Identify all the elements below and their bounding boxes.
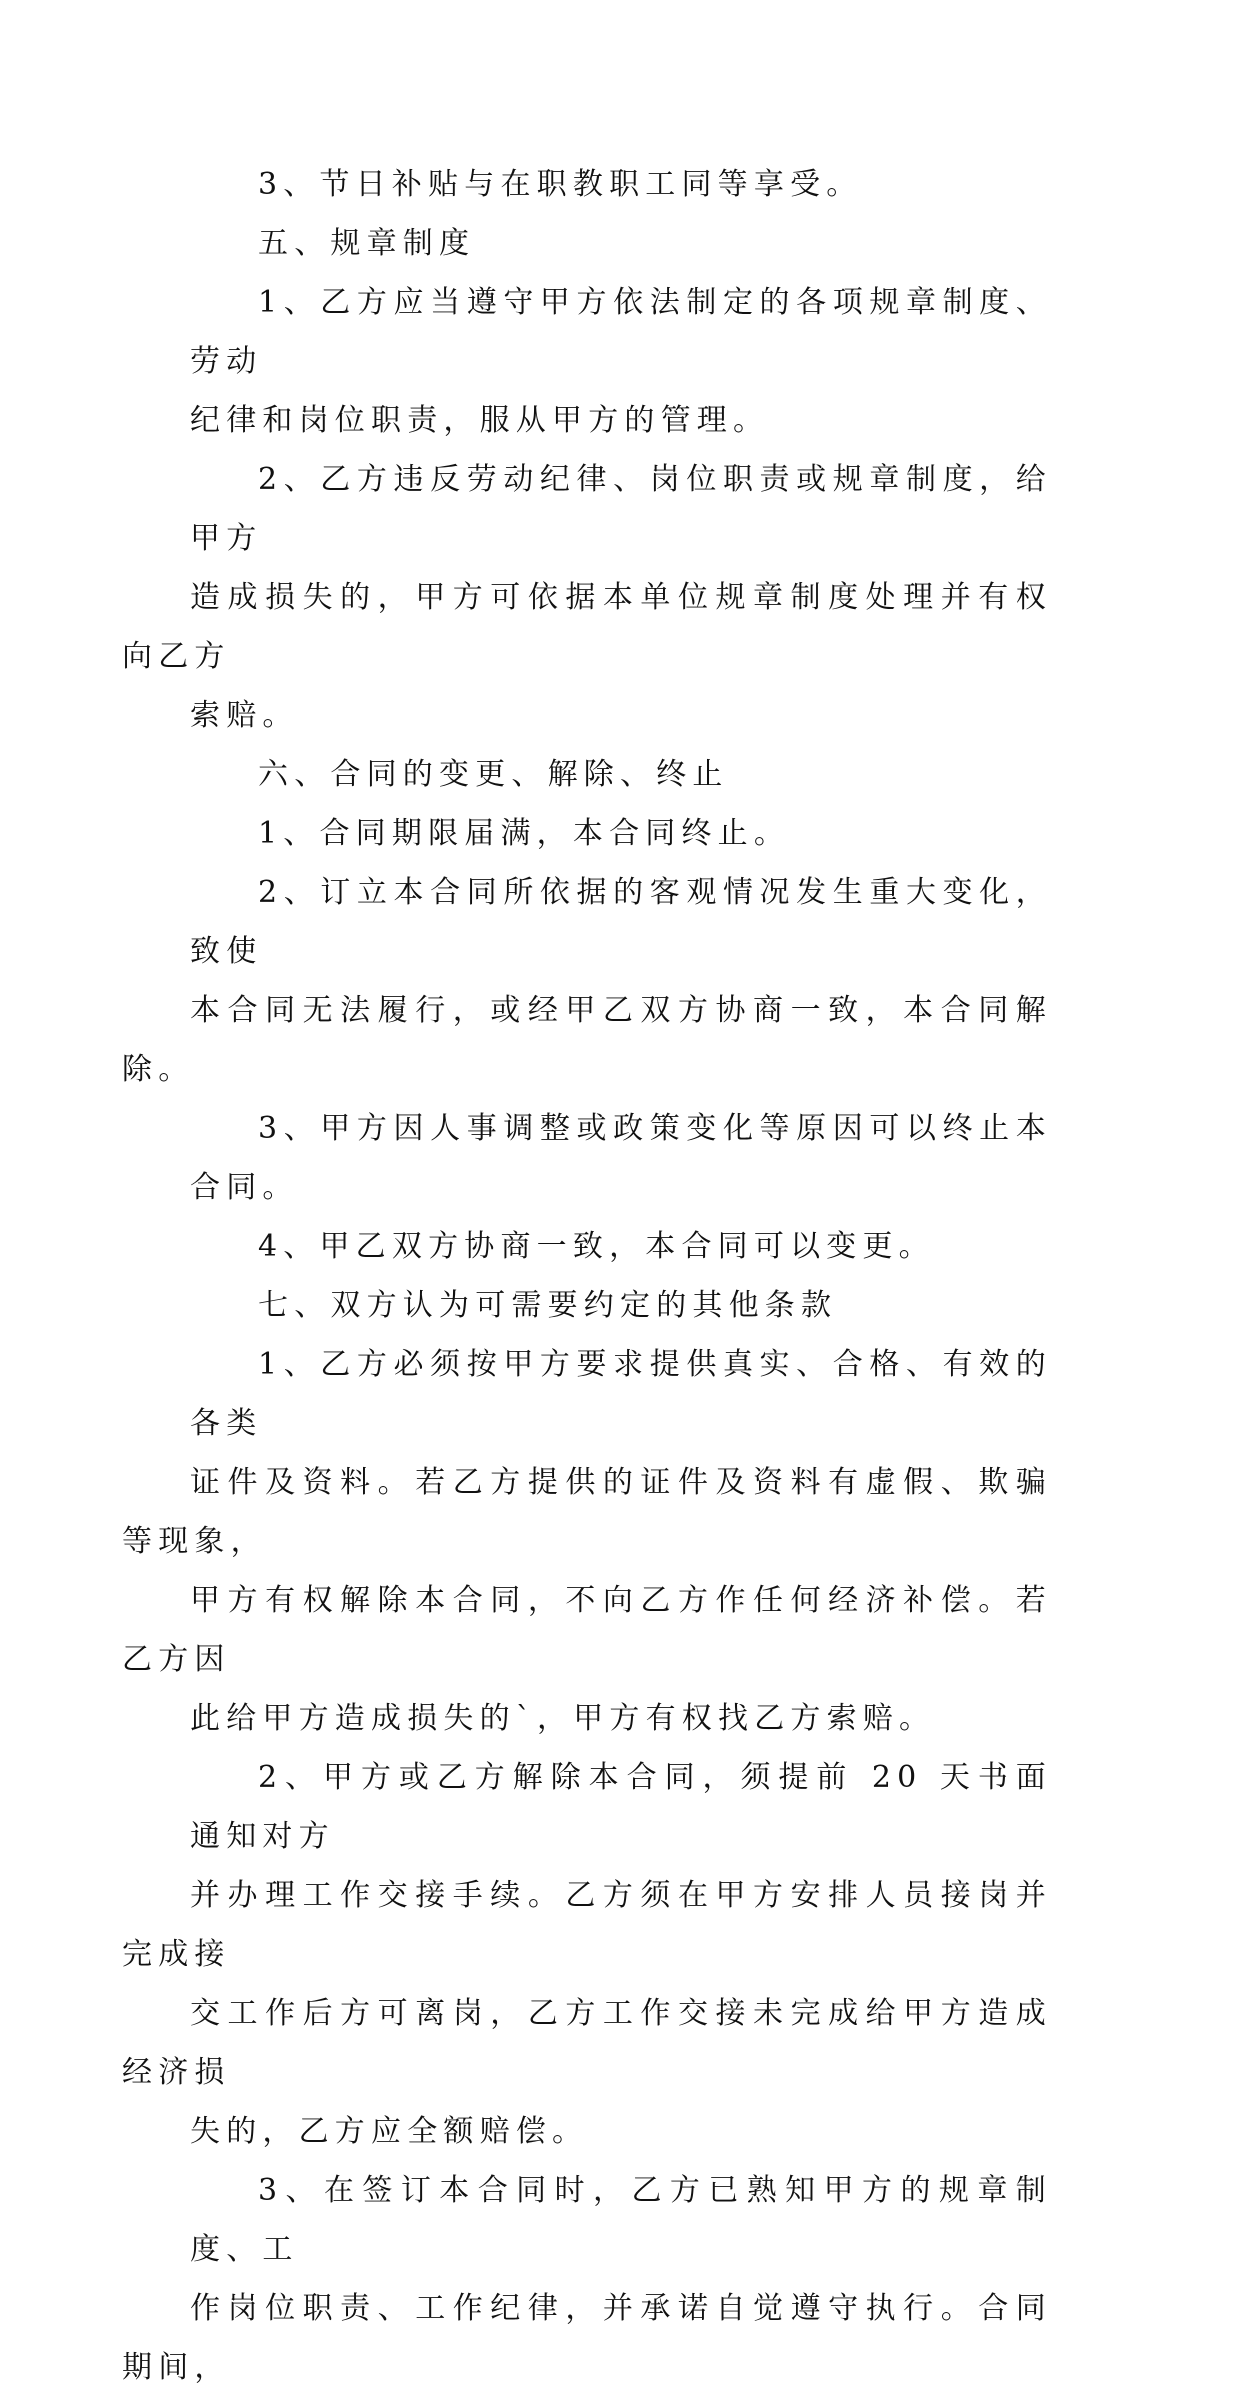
section-heading-rules	[190, 214, 1052, 273]
paragraph-change-4	[190, 1217, 1052, 1276]
paragraph-change-3	[190, 1099, 1052, 1217]
contract-body	[122, 155, 1052, 2397]
text-line: 4、甲乙双方协商一致，本合同可以变更。	[258, 1229, 935, 1264]
text-line: 3、节日补贴与在职教职工同等享受。	[258, 167, 863, 202]
text-line: 1、乙方必须按甲方要求提供真实、合格、有效的各类	[190, 1347, 1052, 1441]
text-line: 造成损失的，甲方可依据本单位规章制度处理并有权向乙方	[122, 580, 1052, 674]
paragraph-holiday-subsidy	[190, 155, 1052, 214]
paragraph-other-3	[122, 2161, 1052, 2397]
section-heading: 六、合同的变更、解除、终止	[258, 757, 729, 792]
text-line: 3、在签订本合同时，乙方已熟知甲方的规章制度、工	[190, 2173, 1052, 2267]
paragraph-rules-2	[122, 450, 1052, 745]
text-line: 作岗位职责、工作纪律，并承诺自觉遵守执行。合同期间，	[122, 2291, 1052, 2385]
text-line: 1、合同期限届满，本合同终止。	[258, 816, 791, 851]
text-line: 1、乙方应当遵守甲方依法制定的各项规章制度、劳动	[190, 285, 1052, 379]
text-line: 失的，乙方应全额赔偿。	[190, 2114, 589, 2149]
section-heading: 七、双方认为可需要约定的其他条款	[258, 1288, 838, 1323]
paragraph-change-2	[122, 863, 1052, 1099]
text-line: 甲方有权解除本合同，不向乙方作任何经济补偿。若乙方因	[122, 1583, 1052, 1677]
text-line: 交工作后方可离岗，乙方工作交接未完成给甲方造成经济损	[122, 1996, 1052, 2090]
section-heading: 五、规章制度	[258, 226, 476, 261]
paragraph-other-2	[122, 1748, 1052, 2161]
text-line: 并办理工作交接手续。乙方须在甲方安排人员接岗并完成接	[122, 1878, 1052, 1972]
text-line: 2、乙方违反劳动纪律、岗位职责或规章制度，给甲方	[190, 462, 1052, 556]
section-heading-contract-change	[190, 745, 1052, 804]
text-line: 3、甲方因人事调整或政策变化等原因可以终止本合同。	[190, 1111, 1052, 1205]
text-line: 本合同无法履行，或经甲乙双方协商一致，本合同解除。	[122, 993, 1052, 1087]
text-line: 2、甲方或乙方解除本合同，须提前 20 天书面通知对方	[190, 1760, 1052, 1854]
text-line: 纪律和岗位职责，服从甲方的管理。	[190, 403, 770, 438]
text-line: 此给甲方造成损失的`，甲方有权找乙方索赔。	[190, 1701, 936, 1736]
text-line: 索赔。	[190, 698, 299, 733]
text-line: 2、订立本合同所依据的客观情况发生重大变化，致使	[190, 875, 1052, 969]
section-heading-other-terms	[190, 1276, 1052, 1335]
text-line: 证件及资料。若乙方提供的证件及资料有虚假、欺骗等现象，	[122, 1465, 1052, 1559]
paragraph-other-1	[122, 1335, 1052, 1748]
paragraph-rules-1	[190, 273, 1052, 450]
paragraph-change-1	[190, 804, 1052, 863]
